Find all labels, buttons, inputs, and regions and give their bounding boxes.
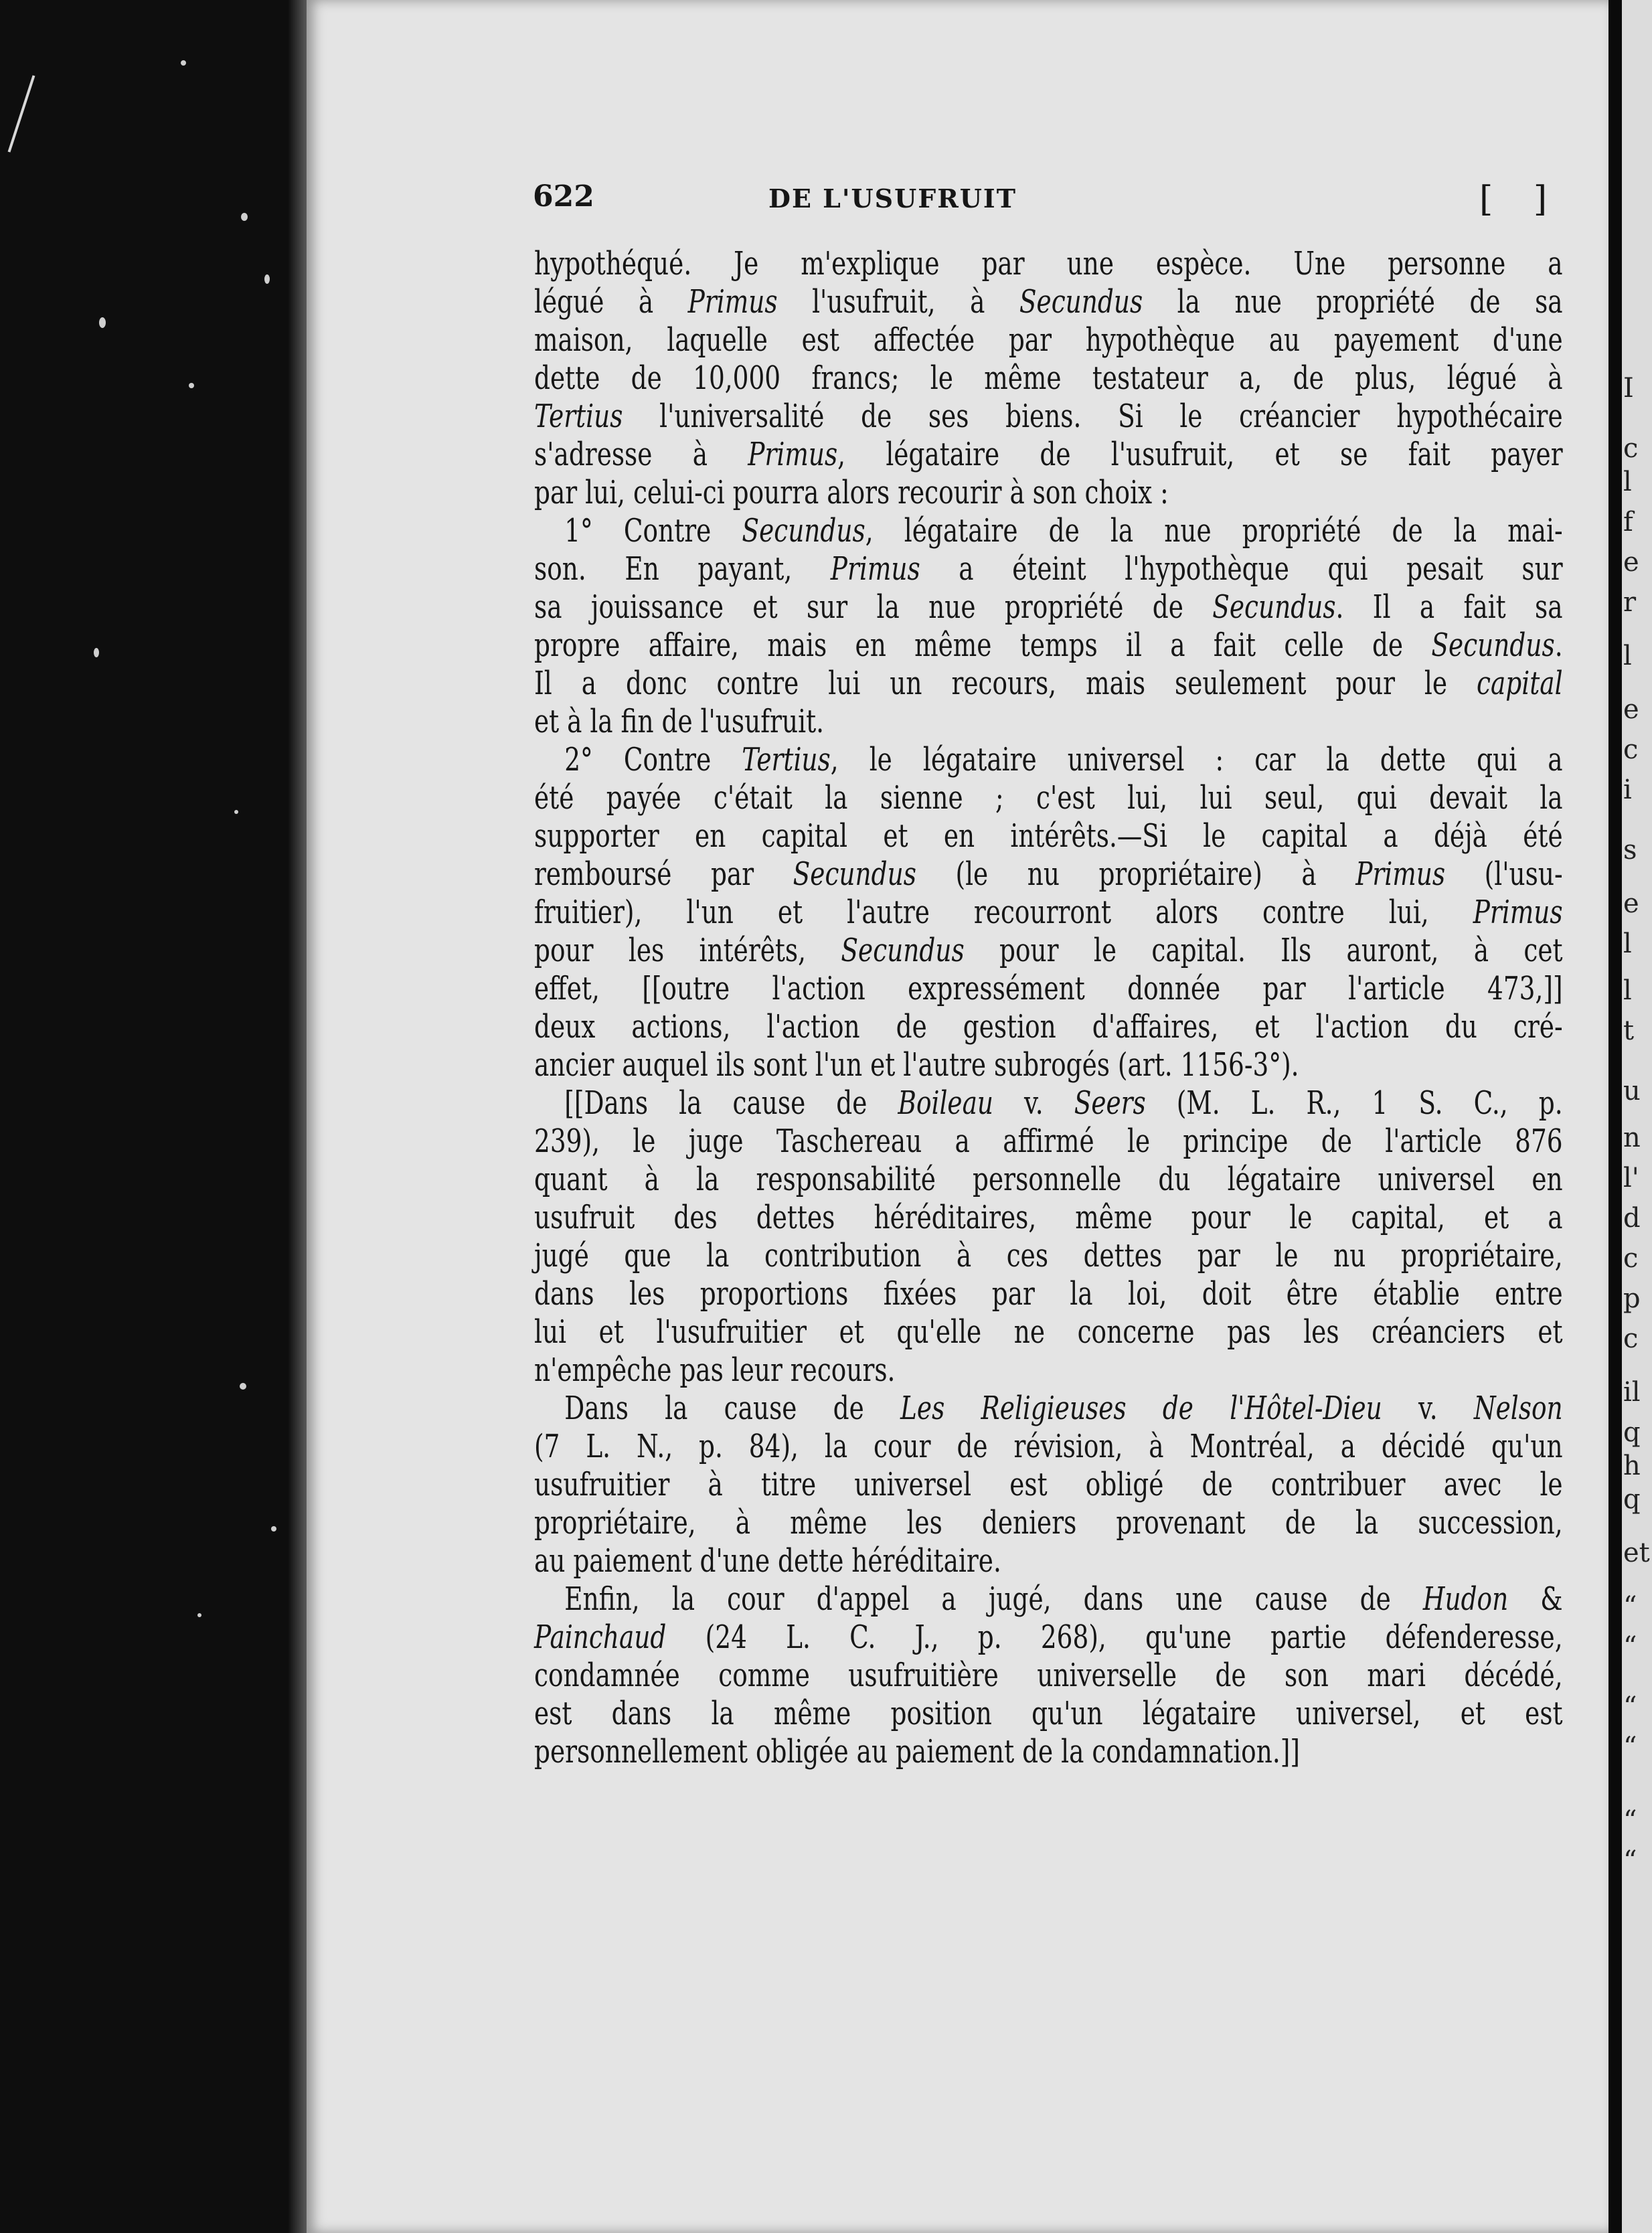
- film-speck: [234, 810, 238, 814]
- italic-run: Secundus: [841, 932, 965, 969]
- next-page-fragment: “: [1623, 1631, 1637, 1662]
- text-line: personnellement obligée au paiement de la condamnation.]]: [534, 1733, 1300, 1770]
- text-line: dans les proportions fixées par la loi, doit être établie entre: [534, 1275, 1563, 1313]
- text-line: quant à la responsabilité personnelle du légataire universel en: [534, 1161, 1563, 1198]
- next-page-fragment: h: [1623, 1451, 1641, 1481]
- italic-run: Nelson: [1473, 1390, 1563, 1427]
- next-page-fragment: i: [1623, 774, 1632, 805]
- text-line: [[Dans la cause de Boileau v. Seers (M. L. R., 1 S. C., p.: [564, 1084, 1563, 1122]
- text-line: propre affaire, mais en même temps il a fait celle de Secundus.: [534, 627, 1563, 664]
- film-speck: [99, 317, 106, 328]
- film-speck: [264, 274, 270, 284]
- next-page-edge: [1622, 0, 1652, 2233]
- film-speck: [240, 1383, 246, 1390]
- next-page-fragment: q: [1623, 1417, 1641, 1448]
- italic-run: Secundus: [1212, 588, 1336, 626]
- italic-run: Secundus: [1431, 627, 1555, 664]
- text-line: par lui, celui-ci pourra alors recourir à son choix :: [534, 474, 1169, 511]
- text-line: Painchaud (24 L. C. J., p. 268), qu'une partie défenderesse,: [534, 1619, 1563, 1656]
- next-page-fragment: e: [1623, 547, 1639, 578]
- next-page-fragment: l': [1623, 1163, 1639, 1193]
- film-scratch: [8, 75, 35, 152]
- next-page-fragment: l: [1623, 975, 1632, 1006]
- paragraph: [534, 1390, 1563, 1580]
- italic-run: Tertius: [742, 741, 831, 778]
- text-line: remboursé par Secundus (le nu propriétaire) à Primus (l'usu-: [534, 855, 1563, 893]
- book-page: [307, 0, 1608, 2233]
- running-title: DE L'USUFRUIT: [768, 183, 1017, 214]
- film-speck: [181, 60, 186, 66]
- page-gutter: [1608, 0, 1622, 2233]
- text-line: effet, [[outre l'action expressément donnée par l'article 473,]]: [534, 970, 1563, 1007]
- text-line: (7 L. N., p. 84), la cour de révision, à Montréal, a décidé qu'un: [534, 1428, 1563, 1465]
- text-line: Tertius l'universalité de ses biens. Si le créancier hypothécaire: [534, 398, 1563, 435]
- next-page-fragment: t: [1623, 1015, 1635, 1046]
- next-page-fragment: n: [1623, 1123, 1641, 1153]
- microfilm-dark-margin: [0, 0, 308, 2233]
- text-line: maison, laquelle est affectée par hypothèque au payement d'une: [534, 321, 1563, 359]
- next-page-fragment: I: [1623, 373, 1634, 404]
- next-page-fragment: p: [1623, 1283, 1641, 1314]
- text-line: 2° Contre Tertius, le légataire universel : car la dette qui a: [564, 741, 1563, 778]
- italic-run: Seers: [1074, 1084, 1146, 1122]
- next-page-fragment: r: [1623, 587, 1637, 618]
- film-speck: [271, 1526, 276, 1532]
- text-line: s'adresse à Primus, légataire de l'usufruit, et se fait payer: [534, 436, 1563, 473]
- next-page-fragment: s: [1623, 835, 1637, 865]
- text-line: été payée c'était la sienne ; c'est lui, lui seul, qui devait la: [534, 779, 1563, 817]
- next-page-fragment: c: [1623, 734, 1639, 765]
- head-bracket: [ ]: [1479, 179, 1562, 220]
- next-page-fragment: “: [1623, 1845, 1637, 1876]
- next-page-fragment: et: [1623, 1538, 1650, 1568]
- italic-run: Primus: [1355, 855, 1446, 893]
- next-page-fragment: c: [1623, 1323, 1639, 1354]
- italic-run: Secundus: [1019, 283, 1143, 321]
- italic-run: Secundus: [793, 855, 916, 893]
- text-line: et à la fin de l'usufruit.: [534, 703, 825, 740]
- next-page-fragment: c: [1623, 1243, 1639, 1274]
- text-line: n'empêche pas leur recours.: [534, 1351, 896, 1389]
- text-line: son. En payant, Primus a éteint l'hypothèque qui pesait sur: [534, 550, 1563, 588]
- text-line: fruitier), l'un et l'autre recourront alors contre lui, Primus: [534, 894, 1563, 931]
- next-page-fragment: “: [1623, 1691, 1637, 1722]
- next-page-fragment: c: [1623, 433, 1639, 464]
- text-line: propriétaire, à même les deniers provenant de la succession,: [534, 1504, 1563, 1542]
- italic-run: Primus: [687, 283, 778, 321]
- italic-run: Boileau: [898, 1084, 994, 1122]
- italic-run: capital: [1477, 665, 1563, 702]
- text-line: 1° Contre Secundus, légataire de la nue propriété de la mai-: [564, 512, 1563, 550]
- next-page-fragment: “: [1623, 1732, 1637, 1762]
- page-spine-shadow: [288, 0, 308, 2233]
- text-line: Il a donc contre lui un recours, mais seulement pour le capital: [534, 665, 1563, 702]
- text-line: usufruitier à titre universel est obligé de contribuer avec le: [534, 1466, 1563, 1503]
- text-line: sa jouissance et sur la nue propriété de Secundus. Il a fait sa: [534, 588, 1563, 626]
- film-speck: [189, 383, 194, 388]
- next-page-fragment: l: [1623, 928, 1632, 959]
- film-speck: [94, 648, 99, 657]
- next-page-fragment: q: [1623, 1484, 1641, 1515]
- italic-run: Les Religieuses de l'Hôtel-Dieu: [900, 1390, 1382, 1427]
- next-page-fragment: e: [1623, 694, 1639, 725]
- next-page-fragment: il: [1623, 1377, 1641, 1408]
- text-line: usufruit des dettes héréditaires, même pour le capital, et a: [534, 1199, 1563, 1236]
- text-line: ancier auquel ils sont l'un et l'autre subrogés (art. 1156-3°).: [534, 1046, 1299, 1084]
- text-line: jugé que la contribution à ces dettes par le nu propriétaire,: [534, 1237, 1563, 1274]
- next-page-fragment: f: [1623, 507, 1633, 537]
- next-page-fragment: l: [1623, 641, 1632, 671]
- next-page-fragment: “: [1623, 1591, 1637, 1622]
- text-line: condamnée comme usufruitière universelle de son mari décédé,: [534, 1657, 1563, 1694]
- text-line: 239), le juge Taschereau a affirmé le principe de l'article 876: [534, 1123, 1563, 1160]
- next-page-fragment: “: [1623, 1805, 1637, 1836]
- italic-run: Primus: [830, 550, 920, 588]
- next-page-fragment: l: [1623, 467, 1632, 497]
- paragraph: [534, 741, 1563, 1084]
- italic-run: Secundus: [742, 512, 865, 550]
- text-line: dette de 10,000 francs; le même testateur a, de plus, légué à: [534, 359, 1563, 397]
- text-line: pour les intérêts, Secundus pour le capital. Ils auront, à cet: [534, 932, 1563, 969]
- text-line: supporter en capital et en intérêts.—Si le capital a déjà été: [534, 817, 1563, 855]
- italic-run: Painchaud: [534, 1619, 667, 1656]
- paragraph: [534, 1580, 1563, 1771]
- film-speck: [241, 213, 248, 221]
- running-head: [307, 179, 1608, 226]
- page-number: 622: [533, 179, 594, 214]
- italic-run: Tertius: [534, 398, 623, 435]
- next-page-fragment: u: [1623, 1076, 1641, 1106]
- italic-run: Primus: [1473, 894, 1563, 931]
- text-line: deux actions, l'action de gestion d'affaires, et l'action du cré-: [534, 1008, 1563, 1046]
- text-line: Enfin, la cour d'appel a jugé, dans une cause de Hudon &: [564, 1580, 1563, 1618]
- next-page-fragment: e: [1623, 888, 1639, 919]
- film-speck: [197, 1613, 201, 1617]
- text-line: au paiement d'une dette héréditaire.: [534, 1542, 1001, 1580]
- text-line: hypothéqué. Je m'explique par une espèce. Une personne a: [534, 245, 1563, 282]
- paragraph: [534, 512, 1563, 741]
- next-page-fragment: d: [1623, 1203, 1641, 1234]
- text-line: légué à Primus l'usufruit, à Secundus la nue propriété de sa: [534, 283, 1563, 321]
- text-line: lui et l'usufruitier et qu'elle ne concerne pas les créanciers et: [534, 1313, 1563, 1351]
- paragraph: [534, 1084, 1563, 1390]
- italic-run: Hudon: [1422, 1580, 1509, 1618]
- italic-run: Primus: [748, 436, 838, 473]
- text-line: Dans la cause de Les Religieuses de l'Hôtel-Dieu v. Nelson: [564, 1390, 1563, 1427]
- paragraph: [534, 245, 1563, 512]
- body-text: [534, 245, 1563, 1771]
- text-line: est dans la même position qu'un légataire universel, et est: [534, 1695, 1563, 1732]
